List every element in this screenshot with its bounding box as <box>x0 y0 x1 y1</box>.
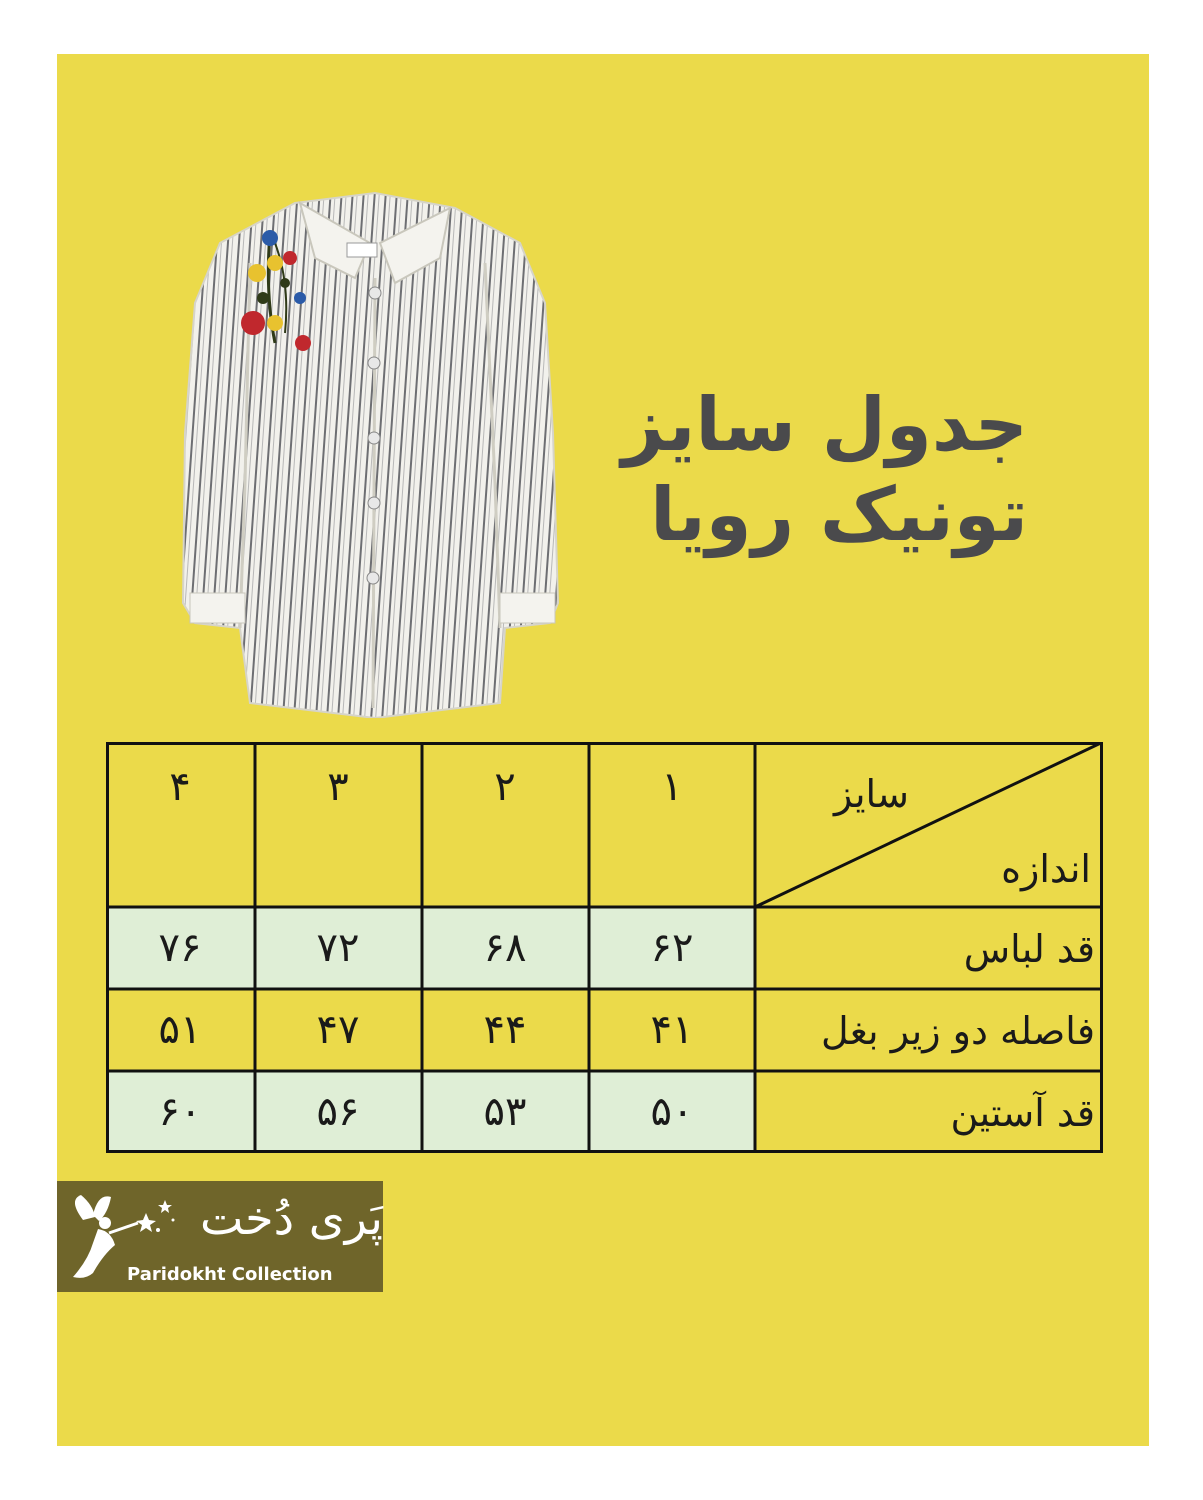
cell-r3-s4: ۶۰ <box>158 1089 202 1135</box>
row-label-armpit-width: فاصله دو زیر بغل <box>820 1009 1095 1053</box>
cell-r3-s2: ۵۳ <box>483 1089 527 1135</box>
row-label-dress-length: قد لباس <box>963 927 1095 971</box>
cell-r2-s1: ۴۱ <box>650 1007 694 1053</box>
cell-r2-s2: ۴۴ <box>483 1007 527 1053</box>
size-table <box>106 742 1103 1153</box>
cell-r2-s3: ۴۷ <box>316 1007 360 1053</box>
cell-r3-s1: ۵۰ <box>650 1089 694 1135</box>
cell-r1-s4: ۷۶ <box>158 925 202 971</box>
corner-measure-label: اندازه <box>1001 847 1091 891</box>
logo-name-fa: پَری دُخت <box>200 1191 383 1245</box>
cell-r1-s1: ۶۲ <box>650 925 694 971</box>
size-header-1: ۱ <box>661 764 683 810</box>
size-header-2: ۲ <box>494 764 516 810</box>
corner-size-label: سایز <box>834 772 909 816</box>
cell-r1-s3: ۷۲ <box>316 925 360 971</box>
shirt-image <box>175 183 565 718</box>
title-line-2: تونیک رویا <box>650 472 1028 558</box>
brand-logo <box>57 1181 383 1292</box>
cell-r1-s2: ۶۸ <box>483 925 527 971</box>
title-line-1: جدول سایز <box>621 382 1028 468</box>
size-header-4: ۴ <box>169 764 191 810</box>
cell-r2-s4: ۵۱ <box>158 1007 202 1053</box>
row-label-sleeve-length: قد آستین <box>950 1091 1095 1135</box>
size-header-3: ۳ <box>327 764 349 810</box>
logo-name-en: Paridokht Collection <box>127 1264 333 1285</box>
cell-r3-s3: ۵۶ <box>316 1089 360 1135</box>
